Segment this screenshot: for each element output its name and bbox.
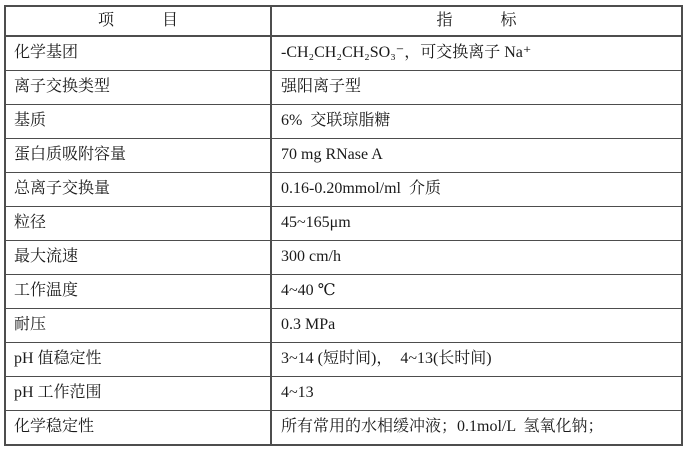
- value-cell: 6% 交联琼脂糖: [270, 105, 681, 138]
- table-row: [6, 377, 681, 411]
- value-cell: 45~165μm: [270, 207, 681, 240]
- header-value-cell: 指 标: [270, 7, 681, 35]
- value-cell: 4~13: [270, 377, 681, 410]
- value-cell: -CH₂CH₂CH₂SO₃⁻，可交换离子 Na⁺: [270, 37, 681, 70]
- table-row: [6, 207, 681, 241]
- header-item-cell: 项 目: [97, 11, 178, 29]
- item-cell: 最大流速: [14, 248, 79, 266]
- item-cell: 基质: [14, 112, 47, 130]
- table-row: [6, 71, 681, 105]
- spec-table: [4, 5, 683, 446]
- table-row: [6, 343, 681, 377]
- item-cell: 离子交换类型: [14, 78, 111, 96]
- table-row: [6, 173, 681, 207]
- value-cell: 70 mg RNase A: [270, 139, 681, 172]
- table-row: [6, 139, 681, 173]
- value-cell: 0.3 MPa: [270, 309, 681, 342]
- value-cell: 3~14 (短时间)， 4~13(长时间): [270, 343, 681, 376]
- item-cell: 化学稳定性: [14, 418, 95, 436]
- table-row: [6, 105, 681, 139]
- item-cell: 化学基团: [14, 44, 79, 62]
- value-cell: 300 cm/h: [270, 241, 681, 274]
- table-row: [6, 275, 681, 309]
- table-row: [6, 411, 681, 444]
- value-cell: 0.16-0.20mmol/ml 介质: [270, 173, 681, 206]
- item-cell: 耐压: [14, 316, 47, 334]
- table-row: [6, 309, 681, 343]
- item-cell: pH 值稳定性: [14, 350, 102, 368]
- item-cell: 粒径: [14, 214, 47, 232]
- value-cell: 强阳离子型: [270, 71, 681, 104]
- value-cell: 所有常用的水相缓冲液；0.1mol/L 氢氧化钠；: [270, 411, 681, 444]
- table-row: [6, 37, 681, 71]
- value-cell: 4~40 ℃: [270, 275, 681, 308]
- table-row: [6, 241, 681, 275]
- item-cell: 总离子交换量: [14, 180, 111, 198]
- item-cell: pH 工作范围: [14, 384, 102, 402]
- item-cell: 工作温度: [14, 282, 79, 300]
- table-header-row: [6, 7, 681, 37]
- item-cell: 蛋白质吸附容量: [14, 146, 127, 164]
